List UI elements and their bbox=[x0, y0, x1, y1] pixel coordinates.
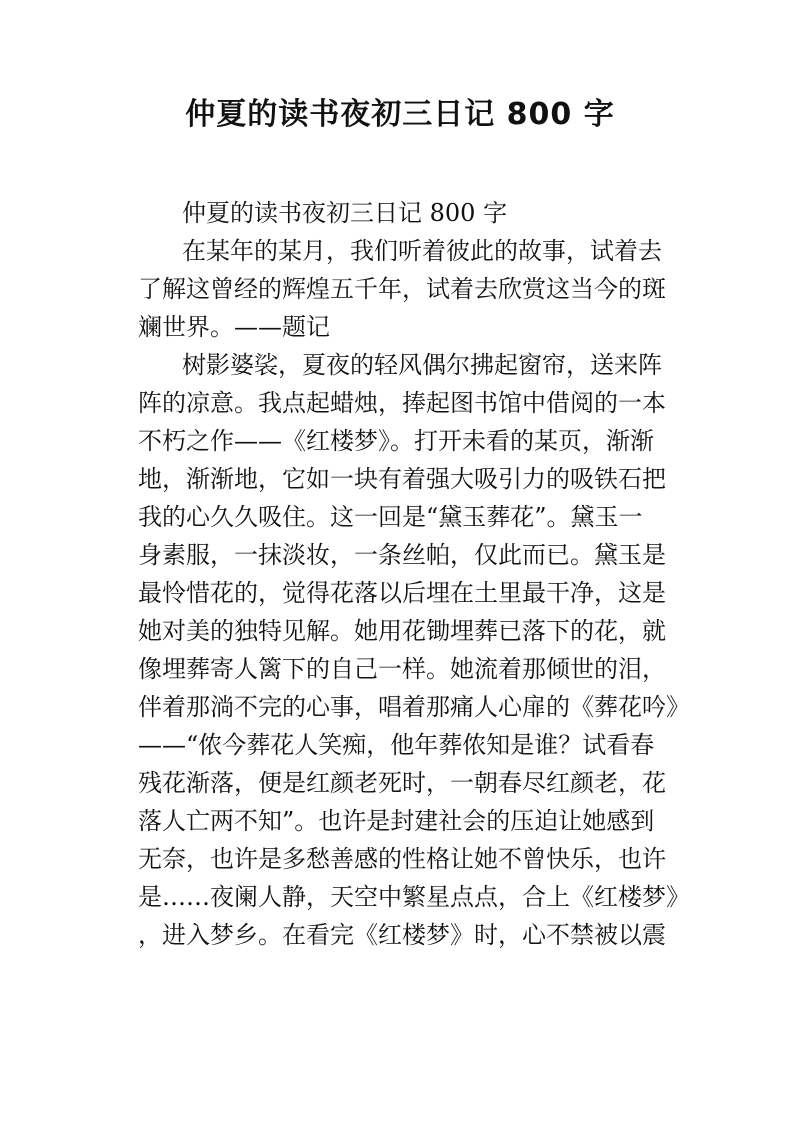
paragraph-line: 落人亡两不知”。也许是封建社会的压迫让她感到 bbox=[138, 807, 655, 835]
paragraph-line: 无奈，也许是多愁善感的性格让她不曾快乐，也许 bbox=[138, 845, 666, 873]
paragraph-line: 斓世界。——题记 bbox=[138, 313, 330, 341]
paragraph-line: 我的心久久吸住。这一回是“黛玉葬花”。黛玉一 bbox=[138, 503, 643, 531]
paragraph-line: 最怜惜花的，觉得花落以后埋在土里最干净，这是 bbox=[138, 579, 666, 607]
paragraph-line: 地，渐渐地，它如一块有着强大吸引力的吸铁石把 bbox=[138, 465, 666, 493]
paragraph-line: 伴着那淌不完的心事，唱着那痛人心扉的《葬花吟》 bbox=[138, 693, 690, 721]
paragraph-line: 身素服，一抹淡妆，一条丝帕，仅此而已。黛玉是 bbox=[138, 541, 666, 569]
document-title: 仲夏的读书夜初三日记 800 字 bbox=[185, 97, 615, 132]
paragraph-line: 像埋葬寄人篱下的自己一样。她流着那倾世的泪， bbox=[138, 655, 666, 683]
paragraph-line: 她对美的独特见解。她用花锄埋葬已落下的花，就 bbox=[138, 617, 666, 645]
paragraph-line: ，进入梦乡。在看完《红楼梦》时，心不禁被以震 bbox=[138, 921, 666, 949]
paragraph-line: 残花渐落，便是红颜老死时，一朝春尽红颜老，花 bbox=[138, 769, 666, 797]
paragraph-line: 是……夜阑人静，天空中繁星点点，合上《红楼梦》 bbox=[138, 883, 690, 911]
paragraph-line: 在某年的某月，我们听着彼此的故事，试着去 bbox=[182, 237, 662, 265]
paragraph-line: 了解这曾经的辉煌五千年，试着去欣赏这当今的斑 bbox=[138, 275, 666, 303]
paragraph-line: ——“侬今葬花人笑痴，他年葬侬知是谁？试看春 bbox=[138, 731, 655, 759]
paragraph-line: 阵的凉意。我点起蜡烛，捧起图书馆中借阅的一本 bbox=[138, 389, 666, 417]
document-body bbox=[138, 194, 690, 954]
paragraph-line: 不朽之作——《红楼梦》。打开未看的某页，渐渐 bbox=[138, 427, 654, 455]
subtitle-line: 仲夏的读书夜初三日记 800 字 bbox=[182, 199, 508, 227]
paragraph-line: 树影婆裟，夏夜的轻风偶尔拂起窗帘，送来阵 bbox=[182, 351, 662, 379]
